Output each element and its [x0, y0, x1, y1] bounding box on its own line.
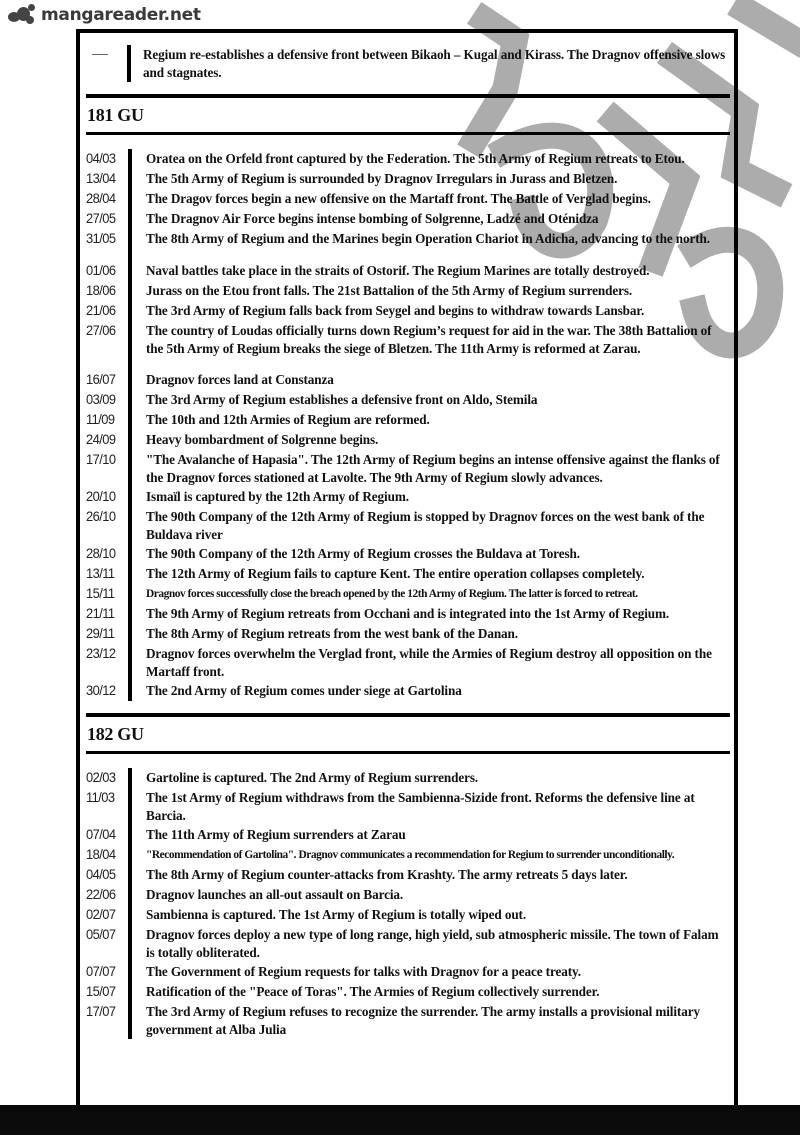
timeline-bar	[128, 189, 132, 209]
timeline-bar	[128, 584, 132, 604]
year-section	[86, 713, 730, 1039]
timeline-entry	[86, 624, 730, 644]
entry-text: The 11th Army of Regium surrenders at Zarau	[146, 827, 406, 842]
dash-marker	[92, 54, 108, 82]
entry-text: The 5th Army of Regium is surrounded by Dragnov Irregulars in Jurass and Bletzen.	[146, 171, 618, 186]
entry-date: 24/09	[86, 431, 116, 447]
timeline-entry	[86, 681, 730, 701]
timeline-entry	[86, 209, 730, 229]
entry-date: 07/04	[86, 826, 116, 842]
timeline-bar	[128, 544, 132, 564]
entry-text: The Dragov forces begin a new offensive on the Martaff front. The Battle of Verglad begins.	[146, 191, 651, 206]
entry-date: 17/07	[86, 1003, 116, 1019]
timeline-bar	[128, 962, 132, 982]
entry-text: The Dragnov Air Force begins intense bombing of Solgrenne, Ladzé and Oténidza	[146, 211, 599, 226]
timeline-bar	[127, 45, 131, 82]
timeline-bar	[128, 982, 132, 1002]
entry-date: 05/07	[86, 926, 116, 942]
entry-group	[86, 261, 730, 358]
entry-date: 31/05	[86, 230, 116, 246]
timeline-entry	[86, 370, 730, 390]
timeline-bar	[128, 281, 132, 301]
entry-text: Naval battles take place in the straits of Ostorif. The Regium Marines are totally destroyed.	[146, 263, 650, 278]
timeline-bar	[128, 450, 132, 487]
timeline-entry	[86, 1002, 730, 1039]
timeline-bar	[128, 370, 132, 390]
entry-date: 15/07	[86, 983, 116, 999]
entry-text: The 90th Company of the 12th Army of Regium is stopped by Dragnov forces on the west bank of the Buldava river	[146, 509, 705, 542]
entry-text: The 2nd Army of Regium comes under siege at Gartolina	[146, 683, 462, 698]
entry-group	[86, 768, 730, 1039]
entry-date: 21/06	[86, 302, 116, 318]
entry-text: The 3rd Army of Regium refuses to recognize the surrender. The army installs a provisional military government at Alba Julia	[146, 1004, 700, 1037]
timeline-entry	[86, 905, 730, 925]
timeline-bar	[128, 149, 132, 169]
timeline-entry	[86, 768, 730, 788]
timeline-bar	[128, 229, 132, 249]
entry-group	[86, 370, 730, 701]
bottom-scan-border	[0, 1105, 800, 1135]
timeline-bar	[128, 925, 132, 962]
entry-text: The 8th Army of Regium counter-attacks from Krashty. The army retreats 5 days later.	[146, 867, 628, 882]
entry-date: 20/10	[86, 488, 116, 504]
entry-date: 23/12	[86, 645, 116, 661]
timeline-bar	[128, 430, 132, 450]
entry-text: Dragnov forces overwhelm the Verglad front, while the Armies of Regium destroy all opposition on the Martaff front.	[146, 646, 712, 679]
timeline-bar	[128, 624, 132, 644]
entry-date: 16/07	[86, 371, 116, 387]
entry-text: The 1st Army of Regium withdraws from the Sambienna-Sizide front. Reforms the defensive line at Barcia.	[146, 790, 695, 823]
timeline-bar	[128, 825, 132, 845]
entry-date: 13/04	[86, 170, 116, 186]
timeline-bar	[128, 604, 132, 624]
entry-text: Heavy bombardment of Solgrenne begins.	[146, 432, 379, 447]
timeline-entry	[86, 544, 730, 564]
entry-text: The Government of Regium requests for talks with Dragnov for a peace treaty.	[146, 964, 581, 979]
entry-date: 01/06	[86, 262, 116, 278]
entry-text: "The Avalanche of Hapasia". The 12th Army of Regium begins an intense offensive against the flanks of the Dragnov forces stationed at Lavolte. The 9th Army of Regium slowly advances.	[146, 452, 720, 485]
section-title: 181 GU	[86, 94, 730, 135]
timeline-bar	[128, 358, 132, 370]
entry-text: Dragnov launches an all-out assault on Barcia.	[146, 887, 404, 902]
timeline-entry	[86, 229, 730, 249]
entry-date: 27/06	[86, 322, 116, 338]
timeline-entry	[86, 430, 730, 450]
timeline-entry	[86, 261, 730, 281]
entry-date: 27/05	[86, 210, 116, 226]
intro-entry	[92, 45, 730, 82]
timeline-entry	[86, 925, 730, 962]
year-section	[86, 94, 730, 701]
intro-text: Regium re-establishes a defensive front between Bikaoh – Kugal and Kirass. The Dragnov offensive slows and stagnates.	[143, 47, 726, 80]
timeline-bar	[128, 681, 132, 701]
entry-date: 04/03	[86, 150, 116, 166]
entry-date: 26/10	[86, 508, 116, 524]
timeline-bar	[128, 261, 132, 281]
timeline-bar	[128, 865, 132, 885]
group-gap	[86, 249, 730, 261]
entry-date: 02/03	[86, 769, 116, 785]
timeline-bar	[128, 301, 132, 321]
entry-text: The 3rd Army of Regium falls back from Seygel and begins to withdraw towards Lansbar.	[146, 303, 645, 318]
entry-date: 18/04	[86, 846, 116, 862]
timeline-entry	[86, 865, 730, 885]
entry-date: 11/03	[86, 789, 115, 805]
timeline-bar	[128, 209, 132, 229]
entry-text: Ratification of the "Peace of Toras". The Armies of Regium collectively surrender.	[146, 984, 600, 999]
entry-text: Jurass on the Etou front falls. The 21st Battalion of the 5th Army of Regium surrenders.	[146, 283, 633, 298]
mangareader-logo-icon	[8, 4, 38, 26]
entry-date: 07/07	[86, 963, 116, 979]
timeline-bar	[128, 905, 132, 925]
timeline-bar	[128, 249, 132, 261]
entry-text: The country of Loudas officially turns down Regium’s request for aid in the war. The 38th Battalion of the 5th Army of Regium breaks the siege of Bletzen. The 11th Army is reformed at Zarau.	[146, 323, 712, 356]
timeline-entry	[86, 410, 730, 430]
entry-text: Gartoline is captured. The 2nd Army of Regium surrenders.	[146, 770, 479, 785]
timeline-entry	[86, 149, 730, 169]
timeline-entry	[86, 487, 730, 507]
timeline-bar	[128, 644, 132, 681]
entry-date: 18/06	[86, 282, 116, 298]
entry-text: The 10th and 12th Armies of Regium are reformed.	[146, 412, 430, 427]
timeline-bar	[128, 885, 132, 905]
entry-date: 29/11	[86, 625, 115, 641]
group-gap	[86, 358, 730, 370]
timeline-entry	[86, 321, 730, 358]
entry-date: 04/05	[86, 866, 116, 882]
entry-date: 17/10	[86, 451, 116, 467]
timeline-bar	[128, 1002, 132, 1039]
entry-text: The 3rd Army of Regium establishes a defensive front on Aldo, Stemila	[146, 392, 538, 407]
timeline-entry	[86, 281, 730, 301]
timeline-entry	[86, 885, 730, 905]
timeline-entry	[86, 825, 730, 845]
entry-date: 22/06	[86, 886, 116, 902]
timeline-entry	[86, 644, 730, 681]
timeline-bar	[128, 507, 132, 544]
timeline-entry	[86, 169, 730, 189]
timeline-bar	[128, 410, 132, 430]
entry-text: The 9th Army of Regium retreats from Occhani and is integrated into the 1st Army of Regium.	[146, 606, 670, 621]
timeline-bar	[128, 845, 132, 865]
timeline-bar	[128, 788, 132, 825]
timeline-entry	[86, 450, 730, 487]
entry-date: 28/04	[86, 190, 116, 206]
timeline-entry	[86, 301, 730, 321]
entry-date: 02/07	[86, 906, 116, 922]
entry-date: 30/12	[86, 682, 116, 698]
entry-text: The 90th Company of the 12th Army of Regium crosses the Buldava at Toresh.	[146, 546, 580, 561]
entry-date: 03/09	[86, 391, 116, 407]
timeline-bar	[128, 390, 132, 410]
entry-text: "Recommendation of Gartolina". Dragnov communicates a recommendation for Regium to surrender unconditionally.	[146, 849, 675, 861]
timeline-entry	[86, 564, 730, 584]
entry-date: 13/11	[86, 565, 115, 581]
entry-text: Ismaïl is captured by the 12th Army of Regium.	[146, 489, 409, 504]
timeline-document	[86, 40, 730, 1039]
timeline-entry	[86, 507, 730, 544]
timeline-bar	[128, 169, 132, 189]
timeline-entry	[86, 962, 730, 982]
entry-date: 21/11	[86, 605, 115, 621]
entry-text: The 8th Army of Regium and the Marines begin Operation Chariot in Adicha, advancing to the north.	[146, 231, 710, 246]
entry-text: Dragnov forces land at Constanza	[146, 372, 334, 387]
timeline-entry	[86, 390, 730, 410]
timeline-entry	[86, 982, 730, 1002]
timeline-bar	[128, 487, 132, 507]
timeline-entry	[86, 189, 730, 209]
entry-date: 28/10	[86, 545, 116, 561]
timeline-entry	[86, 845, 730, 865]
entry-text: Sambienna is captured. The 1st Army of Regium is totally wiped out.	[146, 907, 527, 922]
timeline-bar	[128, 321, 132, 358]
entry-text: The 8th Army of Regium retreats from the west bank of the Danan.	[146, 626, 518, 641]
timeline-bar	[128, 768, 132, 788]
site-name: mangareader.net	[41, 5, 201, 25]
entry-date: 11/09	[86, 411, 115, 427]
entry-group	[86, 149, 730, 249]
entry-text: Dragnov forces successfully close the breach opened by the 12th Army of Regium. The latter is forced to retreat.	[146, 588, 638, 600]
section-title: 182 GU	[86, 713, 730, 754]
site-watermark	[8, 4, 201, 26]
timeline-entry	[86, 584, 730, 604]
timeline-bar	[128, 564, 132, 584]
timeline-entry	[86, 604, 730, 624]
entry-text: Oratea on the Orfeld front captured by the Federation. The 5th Army of Regium retreats to Etou.	[146, 151, 685, 166]
entry-text: Dragnov forces deploy a new type of long range, high yield, sub atmospheric missile. The town of Falam is totally obliterated.	[146, 927, 719, 960]
timeline-entry	[86, 788, 730, 825]
entry-text: The 12th Army of Regium fails to capture Kent. The entire operation collapses completely.	[146, 566, 645, 581]
entry-date: 15/11	[86, 585, 115, 601]
